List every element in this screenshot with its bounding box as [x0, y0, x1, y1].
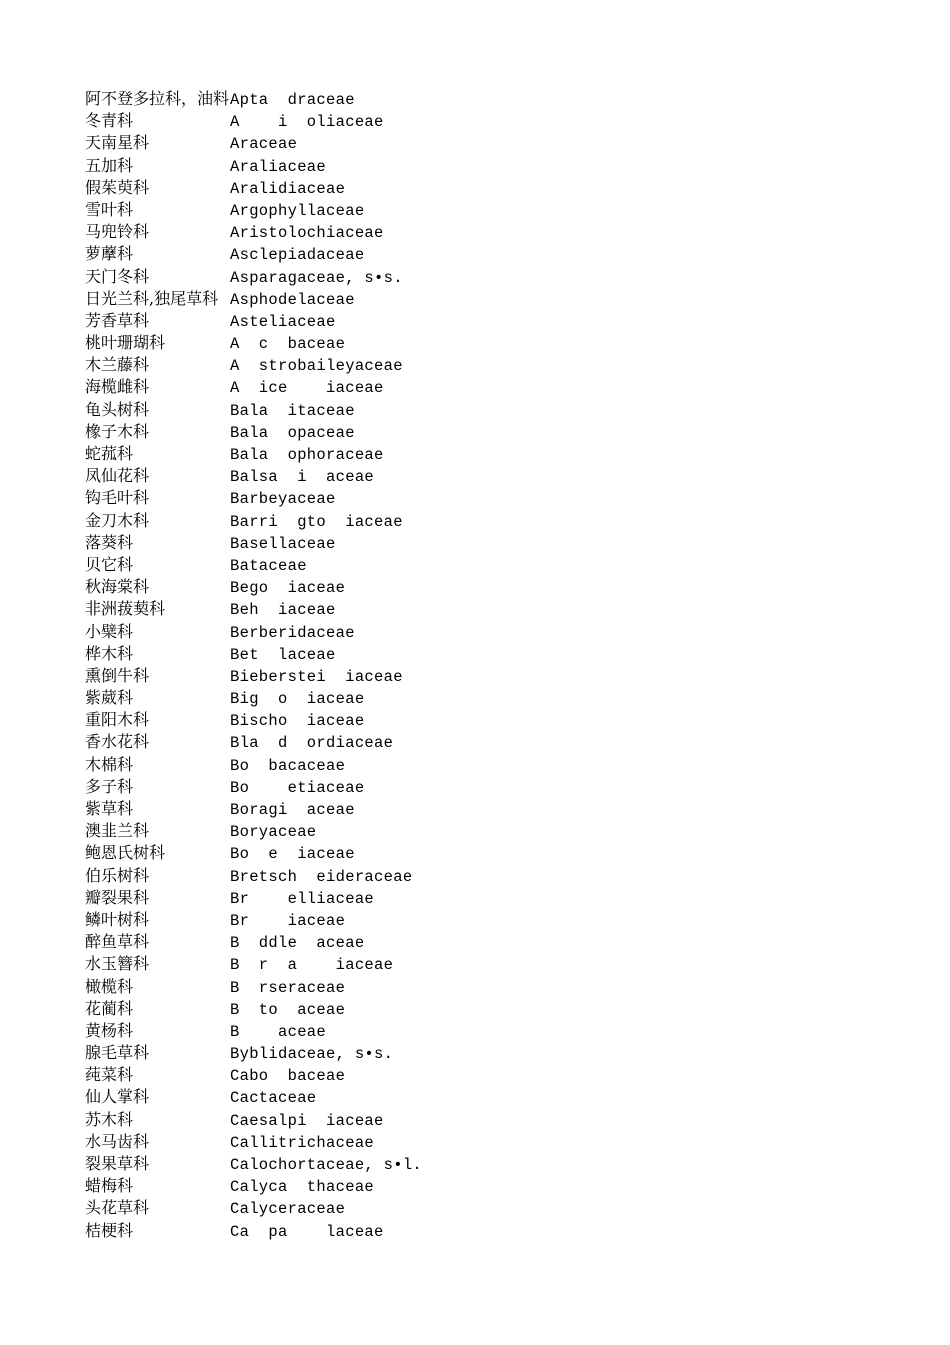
list-item [85, 842, 905, 864]
list-item [85, 909, 905, 931]
latin-family-name: Bischo iaceae [230, 712, 365, 731]
latin-family-name: Aristolochiaceae [230, 224, 384, 243]
latin-family-name: A ice iaceae [230, 379, 384, 398]
latin-family-name: Big o iaceae [230, 690, 365, 709]
latin-family-name: B ddle aceae [230, 934, 365, 953]
list-item [85, 221, 905, 243]
list-item [85, 88, 905, 110]
latin-family-name: Br iaceae [230, 911, 346, 930]
chinese-family-name: 苏木科 [85, 1109, 134, 1129]
latin-family-name: Argophyllaceae [230, 201, 365, 220]
latin-family-name: Araceae [230, 135, 298, 154]
latin-family-name: Barbeyaceae [230, 490, 336, 509]
chinese-family-name: 水马齿科 [85, 1131, 150, 1151]
latin-family-name: B aceae [230, 1022, 327, 1041]
chinese-family-name: 醉鱼草科 [85, 932, 150, 952]
chinese-family-name: 马兜铃科 [85, 222, 150, 242]
latin-family-name: B rseraceae [230, 978, 346, 997]
list-item [85, 110, 905, 132]
list-item [85, 776, 905, 798]
latin-family-name: Calyceraceae [230, 1200, 346, 1219]
chinese-family-name: 腺毛草科 [85, 1043, 150, 1063]
list-item [85, 376, 905, 398]
latin-family-name: Basellaceae [230, 534, 336, 553]
list-item [85, 465, 905, 487]
latin-family-name: Bala itaceae [230, 401, 355, 420]
list-item [85, 1064, 905, 1086]
chinese-family-name: 紫草科 [85, 799, 134, 818]
chinese-family-name: 蜡梅科 [85, 1176, 134, 1196]
latin-family-name: Bet laceae [230, 645, 336, 664]
latin-family-name: Cactaceae [230, 1089, 317, 1108]
list-item [85, 731, 905, 753]
chinese-family-name: 贝它科 [85, 554, 134, 574]
chinese-family-name: 假茱萸科 [85, 177, 150, 197]
chinese-family-name: 五加科 [85, 155, 134, 175]
chinese-family-name: 雪叶科 [85, 199, 134, 219]
latin-family-name: Bala opaceae [230, 423, 355, 442]
list-item [85, 1131, 905, 1153]
latin-family-name: Bieberstei iaceae [230, 667, 403, 686]
list-item [85, 998, 905, 1020]
chinese-family-name: 鲍恩氏树科 [85, 843, 166, 863]
latin-family-name: Bataceae [230, 556, 307, 575]
list-item [85, 532, 905, 554]
chinese-family-name: 小檗科 [85, 621, 134, 641]
list-item [85, 155, 905, 177]
chinese-family-name: 桦木科 [85, 643, 134, 663]
chinese-family-name: 萝藦科 [85, 244, 134, 264]
list-item [85, 1020, 905, 1042]
latin-family-name: Asphodelaceae [230, 290, 355, 309]
chinese-family-name: 木兰藤科 [85, 355, 150, 375]
chinese-family-name: 天南星科 [85, 133, 150, 153]
list-item [85, 1220, 905, 1242]
latin-family-name: Bo bacaceae [230, 756, 346, 775]
latin-family-name: A strobaileyaceae [230, 357, 403, 376]
latin-family-name: Araliaceae [230, 157, 327, 176]
latin-family-name: Asparagaceae, s•s. [230, 268, 403, 287]
chinese-family-name: 仙人掌科 [85, 1087, 150, 1107]
latin-family-name: Callitrichaceae [230, 1133, 375, 1152]
chinese-family-name: 非洲菝葜科 [85, 599, 166, 619]
latin-family-name: B r a iaceae [230, 956, 394, 975]
chinese-family-name: 阿不登多拉科，油料 [85, 89, 230, 108]
list-item [85, 621, 905, 643]
list-item [85, 266, 905, 288]
list-item [85, 1109, 905, 1131]
chinese-family-name: 多子科 [85, 776, 134, 796]
chinese-family-name: 莼菜科 [85, 1065, 134, 1085]
list-item [85, 709, 905, 731]
chinese-family-name: 桔梗科 [85, 1220, 134, 1240]
latin-family-name: Cabo baceae [230, 1067, 346, 1086]
list-item [85, 665, 905, 687]
chinese-family-name: 金刀木科 [85, 510, 150, 530]
chinese-family-name: 熏倒牛科 [85, 665, 150, 685]
list-item [85, 243, 905, 265]
chinese-family-name: 海榄雌科 [85, 377, 150, 397]
chinese-family-name: 桃叶珊瑚科 [85, 333, 166, 353]
latin-family-name: Bretsch eideraceae [230, 867, 413, 886]
list-item [85, 554, 905, 576]
list-item [85, 887, 905, 909]
latin-family-name: Berberidaceae [230, 623, 355, 642]
family-list [85, 88, 905, 1242]
list-item [85, 576, 905, 598]
list-item [85, 931, 905, 953]
chinese-family-name: 裂果草科 [85, 1154, 150, 1173]
chinese-family-name: 秋海棠科 [85, 577, 150, 597]
list-item [85, 1042, 905, 1064]
list-item [85, 177, 905, 199]
latin-family-name: A i oliaceae [230, 113, 384, 132]
chinese-family-name: 橄榄科 [85, 976, 134, 996]
chinese-family-name: 龟头树科 [85, 399, 150, 419]
list-item [85, 1086, 905, 1108]
list-item [85, 443, 905, 465]
latin-family-name: Boryaceae [230, 823, 317, 842]
list-item [85, 687, 905, 709]
latin-family-name: Byblidaceae, s•s. [230, 1045, 394, 1064]
list-item [85, 310, 905, 332]
latin-family-name: Bo etiaceae [230, 778, 365, 797]
list-item [85, 332, 905, 354]
chinese-family-name: 日光兰科,独尾草科 [85, 288, 219, 308]
chinese-family-name: 澳韭兰科 [85, 821, 150, 841]
list-item [85, 421, 905, 443]
latin-family-name: Br elliaceae [230, 889, 375, 908]
latin-family-name: Barri gto iaceae [230, 512, 403, 531]
chinese-family-name: 钩毛叶科 [85, 488, 150, 508]
chinese-family-name: 凤仙花科 [85, 466, 150, 486]
chinese-family-name: 蛇菰科 [85, 444, 134, 463]
list-item [85, 132, 905, 154]
chinese-family-name: 紫葳科 [85, 688, 134, 708]
list-item [85, 487, 905, 509]
list-item [85, 1153, 905, 1175]
chinese-family-name: 伯乐树科 [85, 865, 150, 885]
latin-family-name: Ca pa laceae [230, 1222, 384, 1241]
list-item [85, 510, 905, 532]
chinese-family-name: 冬青科 [85, 111, 134, 131]
list-item [85, 953, 905, 975]
latin-family-name: Bla d ordiaceae [230, 734, 394, 753]
list-item [85, 199, 905, 221]
chinese-family-name: 芳香草科 [85, 310, 150, 330]
chinese-family-name: 头花草科 [85, 1198, 150, 1218]
chinese-family-name: 瓣裂果科 [85, 887, 150, 907]
latin-family-name: A c baceae [230, 335, 346, 354]
latin-family-name: Bo e iaceae [230, 845, 355, 864]
list-item [85, 820, 905, 842]
latin-family-name: Boragi aceae [230, 801, 355, 819]
list-item [85, 354, 905, 376]
chinese-family-name: 花蔺科 [85, 998, 134, 1018]
chinese-family-name: 黄杨科 [85, 1020, 134, 1040]
latin-family-name: Aralidiaceae [230, 179, 346, 198]
chinese-family-name: 木棉科 [85, 754, 134, 774]
latin-family-name: Asclepiadaceae [230, 246, 365, 265]
latin-family-name: Beh iaceae [230, 601, 336, 620]
latin-family-name: Apta draceae [230, 91, 355, 109]
latin-family-name: Asteliaceae [230, 312, 336, 331]
list-item [85, 399, 905, 421]
list-item [85, 976, 905, 998]
latin-family-name: Bego iaceae [230, 579, 346, 598]
latin-family-name: Caesalpi iaceae [230, 1111, 384, 1130]
list-item [85, 598, 905, 620]
list-item [85, 1197, 905, 1219]
list-item [85, 288, 905, 310]
list-item [85, 865, 905, 887]
latin-family-name: Calyca thaceae [230, 1178, 375, 1197]
chinese-family-name: 天门冬科 [85, 266, 150, 286]
latin-family-name: Balsa i aceae [230, 468, 375, 487]
latin-family-name: Calochortaceae, s•l. [230, 1156, 423, 1174]
list-item [85, 798, 905, 820]
chinese-family-name: 橡子木科 [85, 421, 150, 441]
list-item [85, 754, 905, 776]
chinese-family-name: 鳞叶树科 [85, 909, 150, 929]
chinese-family-name: 水玉簪科 [85, 954, 150, 974]
latin-family-name: B to aceae [230, 1000, 346, 1019]
chinese-family-name: 香水花科 [85, 732, 150, 752]
chinese-family-name: 重阳木科 [85, 710, 150, 730]
list-item [85, 643, 905, 665]
latin-family-name: Bala ophoraceae [230, 446, 384, 464]
chinese-family-name: 落葵科 [85, 532, 134, 552]
list-item [85, 1175, 905, 1197]
